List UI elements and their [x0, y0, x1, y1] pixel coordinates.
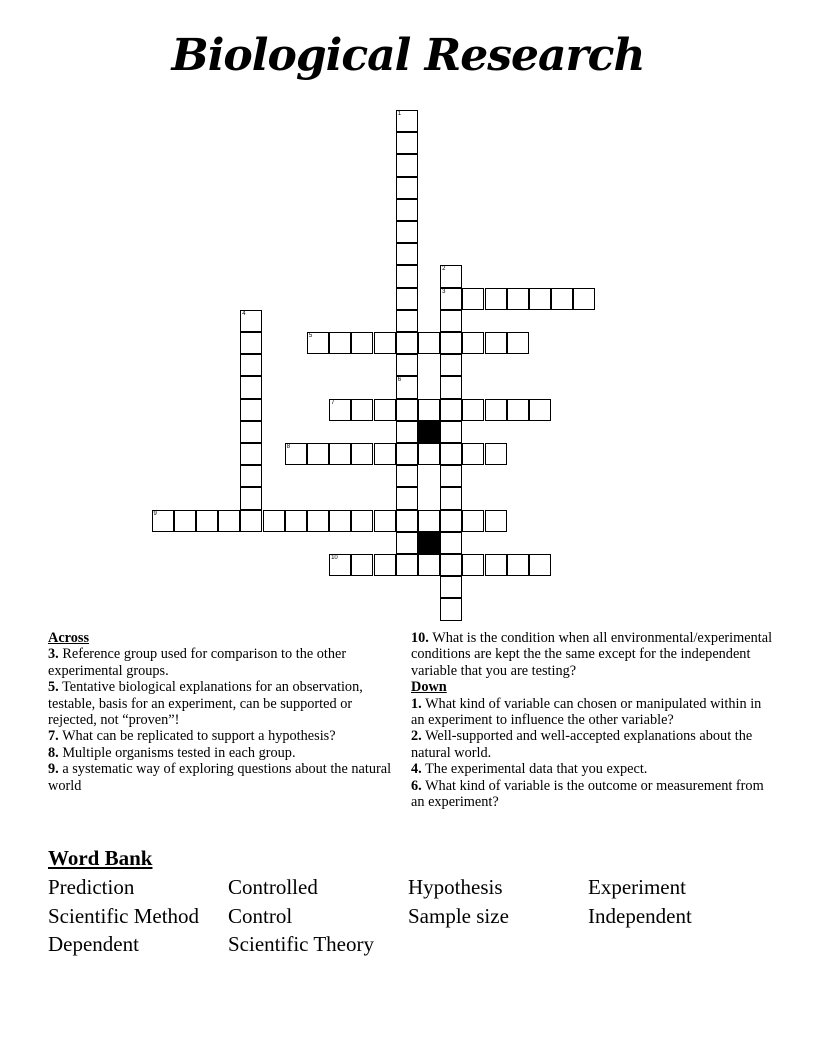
- crossword-cell[interactable]: [307, 443, 329, 465]
- crossword-cell[interactable]: [485, 288, 507, 310]
- crossword-cell[interactable]: [440, 510, 462, 532]
- clue-number: 5.: [48, 679, 59, 696]
- crossword-cell[interactable]: [329, 554, 351, 576]
- crossword-cell[interactable]: [263, 510, 285, 532]
- crossword-cell[interactable]: [240, 310, 262, 332]
- crossword-cell[interactable]: [440, 332, 462, 354]
- crossword-cell[interactable]: [462, 399, 484, 421]
- clue-across-8: [48, 745, 393, 761]
- down-heading: Down: [411, 679, 447, 696]
- word-bank-item: Sample size: [408, 903, 509, 928]
- crossword-cell[interactable]: [396, 332, 418, 354]
- word-bank-heading: Word Bank: [48, 846, 153, 870]
- crossword-cell[interactable]: [440, 399, 462, 421]
- crossword-cell[interactable]: [374, 332, 396, 354]
- clue-text: What can be replicated to support a hypothesis?: [62, 728, 336, 745]
- crossword-cell[interactable]: [440, 576, 462, 598]
- crossword-cell[interactable]: [440, 288, 462, 310]
- crossword-cell[interactable]: [396, 421, 418, 443]
- crossword-cell[interactable]: [351, 554, 373, 576]
- word-bank-item: Controlled: [228, 875, 318, 899]
- crossword-cell[interactable]: [396, 487, 418, 509]
- clue-across-5: [48, 679, 393, 728]
- crossword-cell[interactable]: [396, 243, 418, 265]
- word-bank-item: Independent: [588, 903, 692, 928]
- word-bank-item: Hypothesis: [408, 875, 503, 899]
- crossword-cell[interactable]: [440, 487, 462, 509]
- crossword-cell[interactable]: [240, 332, 262, 354]
- crossword-cell[interactable]: [329, 510, 351, 532]
- crossword-cell[interactable]: [351, 332, 373, 354]
- crossword-cell[interactable]: [240, 399, 262, 421]
- clue-number: 3.: [48, 646, 59, 663]
- clues-right-column: [411, 630, 776, 810]
- crossword-cell[interactable]: [440, 465, 462, 487]
- crossword-cell[interactable]: [507, 554, 529, 576]
- clue-down-4: [411, 761, 776, 777]
- crossword-cell[interactable]: [573, 288, 595, 310]
- crossword-cell[interactable]: [307, 510, 329, 532]
- crossword-cell[interactable]: [462, 332, 484, 354]
- clue-down-2: [411, 728, 776, 761]
- clue-number: 9.: [48, 761, 59, 778]
- crossword-cell[interactable]: [240, 510, 262, 532]
- clue-text: What kind of variable is the outcome or measurement from an experiment?: [411, 777, 764, 811]
- crossword-cell[interactable]: [418, 510, 440, 532]
- crossword-cell[interactable]: [440, 265, 462, 287]
- crossword-cell[interactable]: [374, 554, 396, 576]
- clue-number: 6.: [411, 777, 422, 794]
- word-bank-item: Dependent: [48, 932, 139, 956]
- cell-number: 6: [397, 377, 402, 384]
- crossword-cell[interactable]: [174, 510, 196, 532]
- clue-text: Tentative biological explanations for an observation, testable, basis for an experiment, can be supported or rejected, not “proven”!: [48, 679, 363, 729]
- crossword-cell[interactable]: [485, 554, 507, 576]
- word-bank-item: Prediction: [48, 875, 135, 899]
- crossword-cell[interactable]: [240, 443, 262, 465]
- clue-text: Reference group used for comparison to the other experimental groups.: [48, 646, 347, 679]
- crossword-cell[interactable]: [462, 510, 484, 532]
- word-bank-item: Experiment: [588, 875, 686, 899]
- crossword-cell[interactable]: [396, 532, 418, 554]
- crossword-cell[interactable]: [351, 443, 373, 465]
- crossword-cell[interactable]: [351, 510, 373, 532]
- clue-text: The experimental data that you expect.: [425, 761, 648, 778]
- crossword-cell[interactable]: [374, 399, 396, 421]
- crossword-cell[interactable]: [529, 554, 551, 576]
- clue-across-7: [48, 728, 393, 744]
- crossword-cell[interactable]: [285, 510, 307, 532]
- crossword-cell[interactable]: [440, 421, 462, 443]
- clue-down-6: [411, 778, 776, 811]
- clue-across-10: [411, 630, 776, 679]
- crossword-cell[interactable]: [440, 554, 462, 576]
- clue-across-3: [48, 646, 393, 679]
- cell-number: 8: [286, 444, 291, 450]
- crossword-cell[interactable]: [196, 510, 218, 532]
- word-bank-item: Control: [228, 903, 293, 928]
- crossword-cell[interactable]: [418, 332, 440, 354]
- crossword-cell[interactable]: [396, 265, 418, 287]
- crossword-cell[interactable]: [374, 443, 396, 465]
- cell-number: 4: [242, 310, 246, 317]
- crossword-cell[interactable]: [307, 332, 329, 354]
- page-title: Biological Research: [171, 30, 645, 81]
- crossword-cell[interactable]: [152, 510, 174, 532]
- crossword-cell[interactable]: [440, 310, 462, 332]
- crossword-cell[interactable]: [396, 510, 418, 532]
- crossword-cell[interactable]: [396, 288, 418, 310]
- crossword-cell[interactable]: [285, 443, 307, 465]
- crossword-cell[interactable]: [240, 487, 262, 509]
- crossword-cell[interactable]: [396, 310, 418, 332]
- clue-number: 7.: [48, 728, 59, 745]
- cell-number: 3: [442, 288, 446, 295]
- crossword-cell[interactable]: [351, 399, 373, 421]
- crossword-cell[interactable]: [396, 354, 418, 376]
- crossword-cell[interactable]: [396, 132, 418, 154]
- clue-text: What is the condition when all environmental/experimental conditions are kept the the same except for the independent variable that you are testing?: [411, 630, 773, 679]
- clue-text: Multiple organisms tested in each group.: [62, 744, 296, 761]
- crossword-cell[interactable]: [418, 554, 440, 576]
- crossword-cell[interactable]: [396, 399, 418, 421]
- crossword-cell[interactable]: [329, 399, 351, 421]
- clue-text: Well-supported and well-accepted explanations about the natural world.: [411, 728, 753, 761]
- clue-number: 1.: [411, 695, 422, 712]
- crossword-cell[interactable]: [396, 443, 418, 465]
- crossword-cell[interactable]: [507, 332, 529, 354]
- crossword-cell[interactable]: [440, 376, 462, 398]
- crossword-cell[interactable]: [440, 532, 462, 554]
- crossword-cell[interactable]: [396, 221, 418, 243]
- crossword-cell[interactable]: [440, 443, 462, 465]
- cell-number: 10: [331, 555, 338, 561]
- clue-number: 2.: [411, 728, 422, 745]
- crossword-cell[interactable]: [462, 443, 484, 465]
- across-heading: Across: [48, 630, 90, 646]
- cell-number: 5: [308, 333, 313, 339]
- cell-number: 9: [153, 510, 157, 517]
- clue-number: 8.: [48, 744, 59, 761]
- crossword-cell[interactable]: [396, 177, 418, 199]
- crossword-cell[interactable]: [329, 332, 351, 354]
- crossword-cell[interactable]: [240, 376, 262, 398]
- crossword-cell[interactable]: [462, 554, 484, 576]
- crossword-cell[interactable]: [507, 399, 529, 421]
- crossword-cell[interactable]: [529, 399, 551, 421]
- crossword-cell[interactable]: [396, 199, 418, 221]
- crossword-cell[interactable]: [396, 110, 418, 132]
- crossword-cell[interactable]: [529, 288, 551, 310]
- clue-down-1: [411, 696, 776, 729]
- crossword-cell[interactable]: [396, 376, 418, 398]
- crossword-cell[interactable]: [485, 510, 507, 532]
- crossword-cell[interactable]: [462, 288, 484, 310]
- clue-number: 4.: [411, 761, 422, 778]
- clue-across-9: [48, 761, 393, 794]
- clues-left-column: [48, 630, 393, 794]
- crossword-cell[interactable]: [418, 399, 440, 421]
- crossword-cell[interactable]: [440, 354, 462, 376]
- crossword-cell[interactable]: [485, 443, 507, 465]
- crossword-cell[interactable]: [440, 598, 462, 620]
- cell-number: 1: [397, 111, 402, 117]
- crossword-cell[interactable]: [240, 354, 262, 376]
- crossword-cell[interactable]: [374, 510, 396, 532]
- word-bank-item: Scientific Method: [48, 903, 200, 928]
- crossword-cell[interactable]: [240, 421, 262, 443]
- crossword-cell[interactable]: [396, 154, 418, 176]
- crossword-cell[interactable]: [329, 443, 351, 465]
- crossword-black-cell: [418, 421, 440, 443]
- crossword-cell[interactable]: [485, 332, 507, 354]
- crossword-cell[interactable]: [218, 510, 240, 532]
- cell-number: 7: [331, 399, 335, 406]
- clue-text: a systematic way of exploring questions about the natural world: [48, 761, 392, 794]
- clue-text: What kind of variable can chosen or manipulated within in an experiment to influence the other variable?: [411, 695, 762, 729]
- crossword-cell[interactable]: [396, 554, 418, 576]
- crossword-cell[interactable]: [485, 399, 507, 421]
- word-bank-item: Scientific Theory: [228, 932, 374, 956]
- clue-number: 10.: [411, 630, 429, 646]
- word-bank: [48, 873, 788, 959]
- crossword-cell[interactable]: [551, 288, 573, 310]
- crossword-black-cell: [418, 532, 440, 554]
- crossword-cell[interactable]: [418, 443, 440, 465]
- crossword-cell[interactable]: [507, 288, 529, 310]
- cell-number: 2: [442, 266, 446, 273]
- crossword-cell[interactable]: [240, 465, 262, 487]
- crossword-cell[interactable]: [396, 465, 418, 487]
